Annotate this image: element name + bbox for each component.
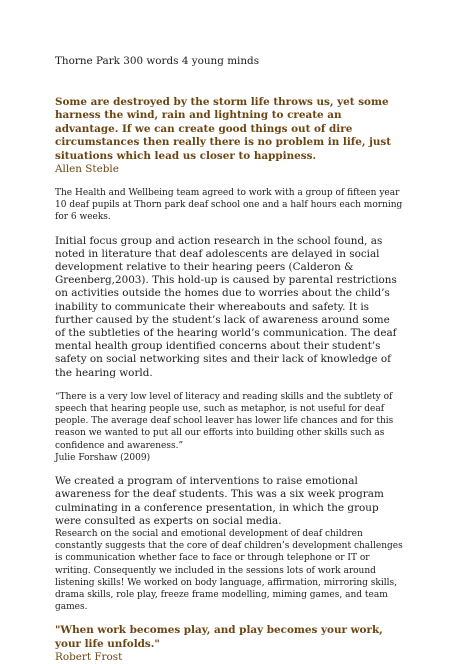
- program-detail-paragraph: Research on the social and emotional development of deaf children constantly suggests that the core of deaf children’s development challenges is communication whether face to face or through telephone or IT or writing. Consequently we included in the sessions lots of work around listening skills! We worked on body language, affirmation, mirroring skills, drama skills, role play, freeze frame modelling, miming games, and team games.: [55, 528, 403, 613]
- opening-quote-author: Allen Steble: [55, 163, 119, 176]
- intro-paragraph: The Health and Wellbeing team agreed to work with a group of fifteen year 10 deaf pupils at Thorn park deaf school one and a half hours each morning for 6 weeks.: [55, 188, 403, 223]
- program-paragraph: We created a program of interventions to raise emotional awareness for the deaf students. This was a six week program culminating in a conference presentation, in which the group were consulted as experts on social media.: [55, 475, 384, 527]
- citation-quote: “There is a very low level of literacy and reading skills and the subtlety of speech that hearing people use, such as metaphor, is not useful for deaf people. The average deaf school leaver has lower life chances and for this reason we wanted to put all our efforts into building other skills such as confidence and awareness.”: [55, 391, 394, 451]
- document-title: Thorne Park 300 words 4 young minds: [55, 55, 260, 67]
- closing-quote-author: Robert Frost: [55, 651, 123, 664]
- research-paragraph: Initial focus group and action research in the school found, as noted in literature that deaf adolescents are delayed in social development relative to their hearing peers (Calderon & Greenberg,2003). This hold-up is caused by parental restrictions on activities outside the homes due to worries about the child’s inability to communicate their whereabouts and safety. It is further caused by the student’s lack of awareness around some of the subtleties of the hearing world’s communication. The deaf mental health group identified concerns about their student’s safety on social networking sites and their lack of knowledge of the hearing world.: [55, 234, 397, 379]
- closing-quote: "When work becomes play, and play becomes your work, your life unfolds.": [55, 624, 383, 650]
- opening-quote: Some are destroyed by the storm life throws us, yet some harness the wind, rain and lightning to create an advantage. If we can create good things out of dire circumstances then really there is no problem in life, just situations which lead us closer to happiness.: [55, 96, 392, 162]
- citation-author: Julie Forshaw (2009): [55, 452, 151, 463]
